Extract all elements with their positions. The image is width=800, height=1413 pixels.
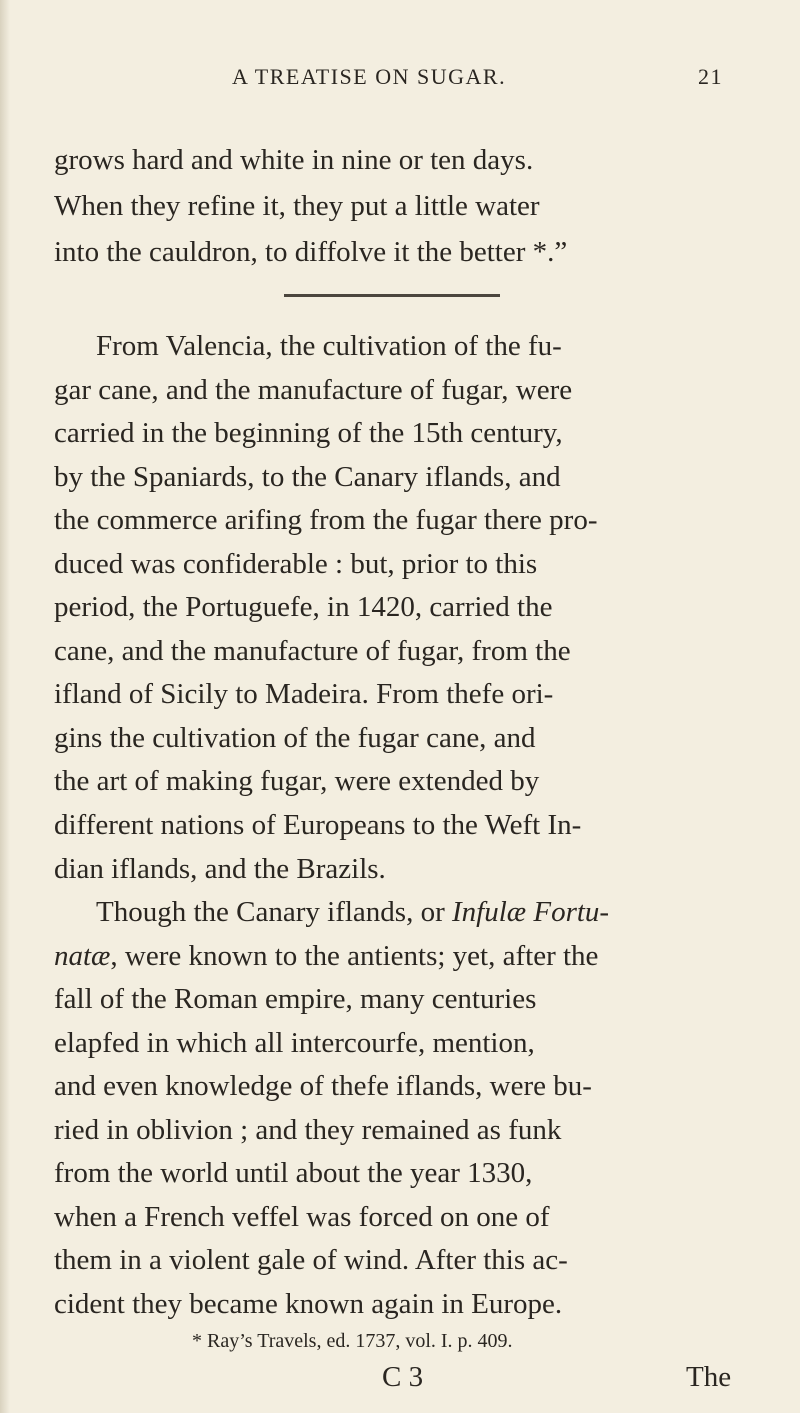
text-line: period, the Portuguefe, in 1420, carried the: [54, 591, 553, 623]
text-line: different nations of Europeans to the Weft In-: [54, 809, 582, 841]
text-line: the commerce arifing from the fugar there pro-: [54, 504, 598, 536]
running-head: [232, 64, 792, 104]
text-line: gar cane, and the manufacture of fugar, were: [54, 374, 573, 406]
page-edge-shadow: [0, 0, 10, 1413]
text-line: ifland of Sicily to Madeira. From thefe ori-: [54, 678, 554, 710]
text-line: ried in oblivion ; and they remained as funk: [54, 1114, 562, 1146]
text-line: fall of the Roman empire, many centuries: [54, 983, 537, 1015]
text-line: into the cauldron, to diffolve it the better *.”: [54, 236, 568, 268]
text-line: natæ, were known to the antients; yet, after the: [54, 940, 599, 972]
page-number: 21: [698, 64, 723, 89]
text-line: cident they became known again in Europe.: [54, 1288, 563, 1320]
text-line: Though the Canary iflands, or Infulæ Fortu-: [96, 896, 610, 928]
text-line: cane, and the manufacture of fugar, from the: [54, 635, 571, 667]
catchword: The: [686, 1361, 732, 1393]
text-line: carried in the beginning of the 15th century,: [54, 417, 563, 449]
text-line: the art of making fugar, were extended by: [54, 765, 540, 797]
signature-mark: C 3: [382, 1361, 424, 1393]
text-line: grows hard and white in nine or ten days.: [54, 144, 534, 176]
latin-term: Infulæ Fortu-: [451, 896, 610, 928]
running-title: A TREATISE ON SUGAR.: [232, 64, 507, 89]
text-line: elapfed in which all intercourfe, mention,: [54, 1027, 535, 1059]
text-line: dian iflands, and the Brazils.: [54, 853, 386, 885]
text-line: From Valencia, the cultivation of the fu-: [96, 330, 562, 362]
text-line: gins the cultivation of the fugar cane, and: [54, 722, 536, 754]
latin-term: natæ: [54, 940, 111, 972]
text-line: duced was confiderable : but, prior to this: [54, 548, 538, 580]
footnote: * Ray’s Travels, ed. 1737, vol. I. p. 409.: [192, 1330, 513, 1352]
text-line: and even knowledge of thefe iflands, were bu-: [54, 1070, 592, 1102]
section-rule: [284, 294, 500, 297]
text-line: When they refine it, they put a little water: [54, 190, 540, 222]
text-line: them in a violent gale of wind. After this ac-: [54, 1244, 568, 1276]
text-line: from the world until about the year 1330,: [54, 1157, 533, 1189]
text-line: by the Spaniards, to the Canary iflands, and: [54, 461, 561, 493]
text-line: when a French veffel was forced on one of: [54, 1201, 550, 1233]
